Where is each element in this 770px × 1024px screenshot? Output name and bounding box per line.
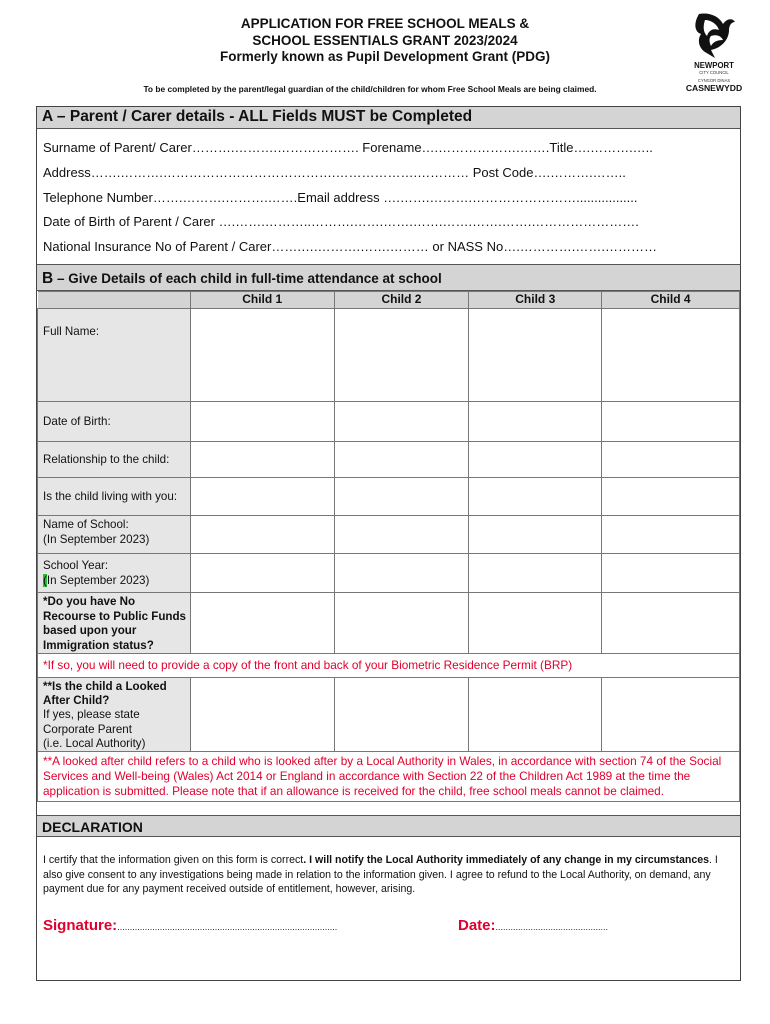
- school-year-label-1: School Year:: [43, 559, 109, 572]
- header-blank-cell: [38, 292, 191, 309]
- child-1-recourse[interactable]: [190, 593, 334, 654]
- date-label: Date:: [458, 917, 496, 934]
- declaration-heading: DECLARATION: [37, 815, 740, 837]
- looked-after-line-2: Corporate Parent: [43, 722, 132, 736]
- title-line-1: APPLICATION FOR FREE SCHOOL MEALS &: [240, 16, 530, 31]
- child-4-dob[interactable]: [602, 402, 740, 442]
- recourse-note-row: [38, 654, 740, 678]
- section-b-text: – Give Details of each child in full-time attendance at school: [53, 271, 442, 286]
- children-header-row: [38, 292, 740, 309]
- looked-after-row: [38, 678, 740, 752]
- relationship-label: Relationship to the child:: [38, 442, 191, 478]
- child-1-looked-after[interactable]: [190, 678, 334, 752]
- school-year-row: [38, 554, 740, 593]
- looked-after-note-row: [38, 752, 740, 802]
- signature-dots[interactable]: ........................................................................................: [117, 922, 338, 932]
- signature-field[interactable]: [43, 917, 337, 934]
- looked-after-question: **Is the child a Looked After Child?: [43, 680, 167, 708]
- child-2-relationship[interactable]: [334, 442, 469, 478]
- child-1-full-name[interactable]: [190, 309, 334, 402]
- logo-newport: NEWPORT: [694, 61, 734, 70]
- child-2-looked-after[interactable]: [334, 678, 469, 752]
- declaration-text-bold: . I will notify the Local Authority immediately of any change in my circumstances: [303, 854, 710, 866]
- child-4-looked-after[interactable]: [602, 678, 740, 752]
- child-1-living[interactable]: [190, 478, 334, 516]
- child-1-school-year[interactable]: [190, 554, 334, 593]
- child-1-relationship[interactable]: [190, 442, 334, 478]
- section-b-letter: B: [42, 270, 54, 287]
- child-3-header: Child 3: [469, 292, 602, 309]
- looked-after-line-1: If yes, please state: [43, 708, 140, 722]
- form-title: [150, 16, 620, 66]
- title-line-3: Formerly known as Pupil Development Grant (PDG): [219, 49, 551, 64]
- child-2-full-name[interactable]: [334, 309, 469, 402]
- full-name-row: [38, 309, 740, 402]
- telephone-email-line[interactable]: Telephone Number…….……….……….…….Email address ….…….……….…………………….................: [43, 190, 638, 205]
- declaration-text-b: . I also give consent to any investigations being made in relation to the information given. I agree to refund to the Local Authority, on demand, any payment due for any payment received outside of entitlement, however, arising.: [43, 854, 718, 896]
- child-3-looked-after[interactable]: [469, 678, 602, 752]
- dob-label: Date of Birth:: [38, 402, 191, 442]
- looked-after-note: **A looked after child refers to a child who is looked after by a Local Authority in Wales, in accordance with section 74 of the Social Services and Well-being (Wales) Act 2014 or England in accordance with Section 22 of the Children Act 1989 at the time the application is submitted. Please note that if an allowance is received for the child, free school meals cannot be claimed.: [38, 752, 740, 802]
- recourse-label: *Do you have No Recourse to Public Funds based upon your Immigration status?: [38, 593, 191, 654]
- school-name-label-1: Name of School:: [43, 518, 129, 531]
- ni-nass-line[interactable]: National Insurance No of Parent / Carer…….….……….…….……… or NASS No….………….…….…………: [43, 239, 658, 254]
- address-line[interactable]: Address…….……….………………………………….……………….………… Post Code….……….……..: [43, 165, 626, 180]
- child-2-living[interactable]: [334, 478, 469, 516]
- logo-casnewydd: CASNEWYDD: [685, 83, 743, 93]
- child-3-living[interactable]: [469, 478, 602, 516]
- child-4-header: Child 4: [602, 292, 740, 309]
- child-2-school-year[interactable]: [334, 554, 469, 593]
- living-row: [38, 478, 740, 516]
- child-1-dob[interactable]: [190, 402, 334, 442]
- child-3-full-name[interactable]: [469, 309, 602, 402]
- child-3-school[interactable]: [469, 516, 602, 554]
- child-4-full-name[interactable]: [602, 309, 740, 402]
- child-1-school[interactable]: [190, 516, 334, 554]
- child-2-recourse[interactable]: [334, 593, 469, 654]
- child-4-recourse[interactable]: [602, 593, 740, 654]
- parent-name-line[interactable]: Surname of Parent/ Carer……….……….………………. Forename….……………….…….Title….……….…..: [43, 140, 653, 155]
- child-1-header: Child 1: [190, 292, 334, 309]
- child-3-recourse[interactable]: [469, 593, 602, 654]
- child-2-school[interactable]: [334, 516, 469, 554]
- school-name-label-2: (In September 2023): [43, 532, 150, 546]
- living-label: Is the child living with you:: [38, 478, 191, 516]
- newport-logo: [676, 10, 752, 102]
- child-4-relationship[interactable]: [602, 442, 740, 478]
- looked-after-line-3: (i.e. Local Authority): [43, 736, 146, 750]
- full-name-label: Full Name:: [38, 309, 191, 402]
- child-2-dob[interactable]: [334, 402, 469, 442]
- children-table: [37, 291, 740, 802]
- form-subtitle: To be completed by the parent/legal guardian of the child/children for whom Free School Meals are being claimed.: [143, 84, 597, 94]
- child-3-relationship[interactable]: [469, 442, 602, 478]
- dob-row: [38, 402, 740, 442]
- application-form: [36, 106, 741, 981]
- looked-after-label: [38, 678, 191, 752]
- child-4-living[interactable]: [602, 478, 740, 516]
- section-b-heading: [37, 264, 740, 291]
- relationship-row: [38, 442, 740, 478]
- parent-dob-line[interactable]: Date of Birth of Parent / Carer ….…….………..……….…….…….…….…….…….…….…………………….: [43, 214, 639, 229]
- highlight-mark: (: [43, 573, 47, 587]
- school-name-row: [38, 516, 740, 554]
- logo-cyngor-dinas: CYNGOR DINAS: [697, 78, 731, 83]
- child-2-header: Child 2: [334, 292, 469, 309]
- child-4-school-year[interactable]: [602, 554, 740, 593]
- recourse-row: [38, 593, 740, 654]
- child-3-dob[interactable]: [469, 402, 602, 442]
- declaration-text-a: I certify that the information given on this form is correct: [43, 854, 304, 866]
- school-year-label: [38, 554, 191, 593]
- title-line-2: SCHOOL ESSENTIALS GRANT 2023/2024: [252, 32, 518, 48]
- date-field[interactable]: [458, 917, 608, 934]
- page-header: [0, 0, 770, 105]
- child-3-school-year[interactable]: [469, 554, 602, 593]
- child-4-school[interactable]: [602, 516, 740, 554]
- section-a-heading: A – Parent / Carer details - ALL Fields MUST be Completed: [37, 107, 740, 129]
- school-name-label: [38, 516, 191, 554]
- date-dots[interactable]: .............................................: [495, 922, 609, 932]
- logo-city-council: CITY COUNCIL: [699, 70, 729, 75]
- signature-label: Signature:: [43, 917, 118, 934]
- school-year-label-2: [43, 574, 190, 589]
- declaration-text: [43, 853, 733, 897]
- school-year-label-2-text: In September 2023): [46, 573, 150, 587]
- recourse-note: *If so, you will need to provide a copy of the front and back of your Biometric Residence Permit (BRP): [38, 654, 740, 678]
- dragon-icon: [691, 10, 737, 60]
